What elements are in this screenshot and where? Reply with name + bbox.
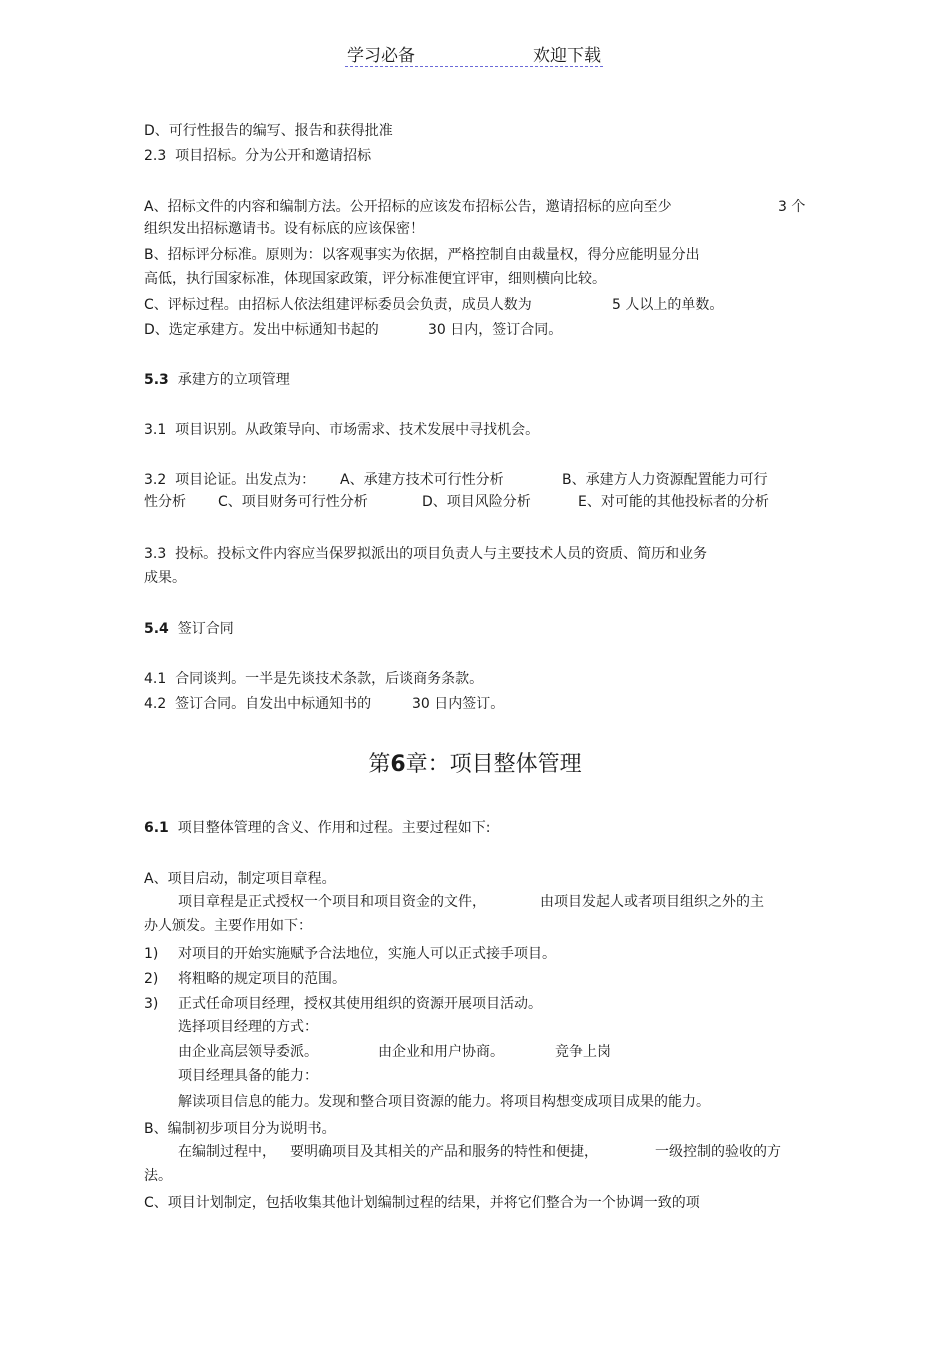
section-title: 签订合同	[177, 621, 234, 637]
page-header	[345, 40, 603, 67]
header-right-text: 欢迎下载	[533, 46, 601, 66]
text-fragment: B、承建方人力资源配置能力可行	[562, 472, 768, 488]
list-number: 3)	[144, 996, 159, 1012]
section-title: 项目整体管理的含义、作用和过程。主要过程如下:	[177, 820, 491, 836]
chapter-prefix: 第	[368, 752, 391, 777]
text-fragment: A、承建方技术可行性分析	[340, 472, 504, 488]
text-line: 项目章程是正式授权一个项目和项目资金的文件，	[178, 894, 486, 910]
list-item-text: 对项目的开始实施赋予合法地位，实施人可以正式接手项目。	[178, 946, 556, 962]
text-line: A、招标文件的内容和编制方法。公开招标的应该发布招标公告，邀请招标的应向至少	[144, 199, 672, 215]
text-line: 性分析	[144, 494, 186, 510]
text-line: 成果。	[144, 570, 186, 586]
text-line: A、项目启动，制定项目章程。	[144, 871, 336, 887]
text-line: 选择项目经理的方式：	[178, 1019, 318, 1035]
text-fragment: 要明确项目及其相关的产品和服务的特性和便捷，	[290, 1144, 598, 1160]
text-fragment: 30 日内，签订合同。	[428, 322, 563, 338]
text-line: B、招标评分标准。原则为：以客观事实为依据，严格控制自由裁量权，得分应能明显分出	[144, 247, 700, 263]
text-line: D、可行性报告的编写、报告和获得批准	[144, 123, 393, 139]
text-line: 项目经理具备的能力：	[178, 1068, 318, 1084]
text-fragment: 由项目发起人或者项目组织之外的主	[540, 894, 764, 910]
text-line: 4.1 合同谈判。一半是先谈技术条款，后谈商务条款。	[144, 671, 484, 687]
text-fragment: 一级控制的验收的方	[655, 1144, 781, 1160]
text-fragment: E、对可能的其他投标者的分析	[578, 494, 769, 510]
text-line: 组织发出招标邀请书。设有标底的应该保密！	[144, 221, 424, 237]
text-line: 高低，执行国家标准，体现国家政策，评分标准便宜评审，细则横向比较。	[144, 271, 606, 287]
chapter-title	[0, 750, 950, 780]
text-fragment: 5 人以上的单数。	[612, 297, 724, 313]
text-fragment: 竞争上岗	[555, 1044, 611, 1060]
text-line: 由企业高层领导委派。	[178, 1044, 318, 1060]
text-fragment: D、项目风险分析	[422, 494, 531, 510]
list-item-text: 正式任命项目经理，授权其使用组织的资源开展项目活动。	[178, 996, 542, 1012]
section-number: 5.4	[144, 621, 169, 637]
list-item-text: 将粗略的规定项目的范围。	[178, 971, 346, 987]
list-number: 1)	[144, 946, 159, 962]
section-heading-6-1	[144, 818, 490, 838]
text-line: 4.2 签订合同。自发出中标通知书的	[144, 696, 372, 712]
text-line: 在编制过程中，	[178, 1144, 276, 1160]
text-line: 3.3 投标。投标文件内容应当保罗拟派出的项目负责人与主要技术人员的资质、简历和业务	[144, 546, 708, 562]
list-number: 2)	[144, 971, 159, 987]
section-number: 5.3	[144, 372, 169, 388]
text-line: 办人颁发。主要作用如下：	[144, 918, 312, 934]
text-line: 3.1 项目识别。从政策导向、市场需求、技术发展中寻找机会。	[144, 422, 540, 438]
section-title: 承建方的立项管理	[177, 372, 290, 388]
text-line: D、选定承建方。发出中标通知书起的	[144, 322, 379, 338]
text-line: 2.3 项目招标。分为公开和邀请招标	[144, 148, 372, 164]
section-heading-5-3	[144, 370, 290, 390]
text-line: 法。	[144, 1168, 172, 1184]
text-fragment: 30 日内签订。	[412, 696, 505, 712]
text-line: 解读项目信息的能力。发现和整合项目资源的能力。将项目构想变成项目成果的能力。	[178, 1094, 710, 1110]
section-number: 6.1	[144, 820, 169, 836]
chapter-number: 6	[390, 752, 406, 777]
header-left-text: 学习必备	[347, 46, 415, 66]
text-fragment: 3 个	[778, 199, 806, 215]
text-line: B、编制初步项目分为说明书。	[144, 1121, 336, 1137]
text-line: 3.2 项目论证。出发点为：	[144, 472, 316, 488]
text-line: C、项目计划制定，包括收集其他计划编制过程的结果，并将它们整合为一个协调一致的项	[144, 1195, 700, 1211]
text-line: C、评标过程。由招标人依法组建评标委员会负责，成员人数为	[144, 297, 532, 313]
text-fragment: C、项目财务可行性分析	[218, 494, 368, 510]
chapter-suffix: 章：项目整体管理	[405, 752, 582, 777]
section-heading-5-4	[144, 619, 234, 639]
text-fragment: 由企业和用户协商。	[378, 1044, 504, 1060]
